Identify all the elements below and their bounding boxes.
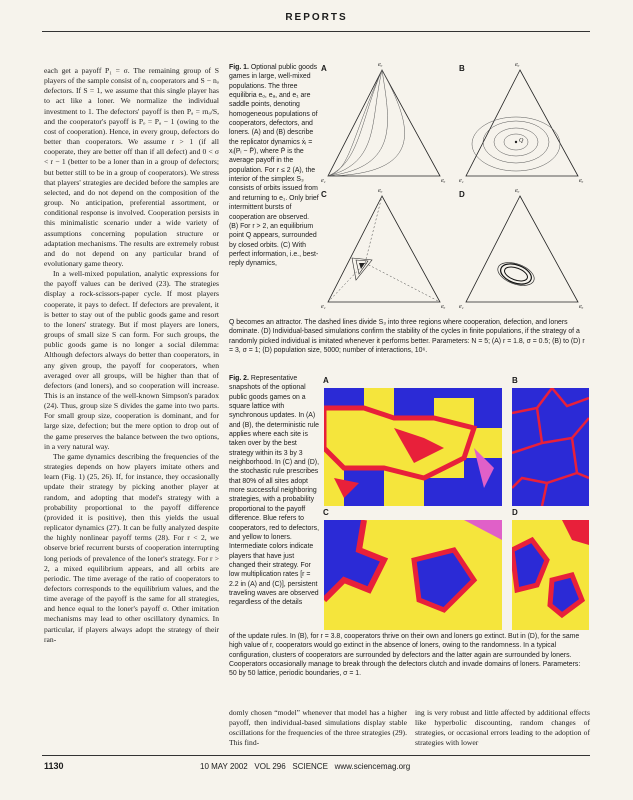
fig1-simplex-b — [458, 62, 598, 184]
point-q-label: Q — [519, 138, 524, 144]
fig2-caption-wide-text: of the update rules. In (B), for r = 3.8, cooperators thrive on their own and loners go extinct. But in (D), for the same high value of r, cooperators would go extinct in the absence of loners, owing to the randomness. In a typical configuration, clusters of cooperators are surrounded by defectors and the latter again are surrounded by loners. Cooperators occasionally manage to break through the defectors clutch and invade domains of loners. Parameters: 50 by 50 lattice, periodic boundaries, σ = 1. — [229, 633, 581, 678]
fig2-caption-text: Representative snapshots of the optional public goods games on a square lattice with synchronous updates. In (A) and (B), the deterministic rule applies where each site is taken over by the best strategy within its 3 by 3 neighborhood. In (C) and (D), the stochastic rule prescribes that 80% of all sites adopt more successful neighboring strategies, with a probability proportional to the payoff difference. Blue refers to cooperators, red to defectors, and yellow to loners. Intermediate colors indicate players that have just changed their strategy. For low multiplication rates [r = 2.2 in (A) and (C)], persistent traveling waves are observed regardless of the details — [229, 375, 320, 607]
fig2-lattice-a — [324, 388, 502, 506]
right-column-bottom — [415, 708, 590, 749]
vertex-label: eₐ — [441, 178, 446, 184]
header-rule — [42, 31, 590, 32]
fig2-panel-label: A — [323, 376, 329, 385]
fig1-simplex-d — [458, 188, 598, 310]
fig1-panel-label: C — [321, 190, 327, 199]
paragraph: ing is very robust and little affected by additional effects like hyperbolic discounting, random changes of strategies, or occasional errors leading to the adoption of strategies with lower — [415, 708, 590, 748]
vertex-label: e₁ — [321, 178, 326, 184]
vertex-label: eₒ — [378, 62, 383, 68]
vertex-label: eₒ — [515, 188, 520, 194]
vertex-label: e₁ — [321, 304, 326, 310]
journal-info: 10 MAY 2002 VOL 296 SCIENCE www.sciencemag.org — [200, 762, 411, 771]
fig2-caption-wide — [229, 632, 589, 679]
fig1-panel-label: B — [459, 64, 465, 73]
fig1-caption-wide — [229, 318, 589, 355]
fig2-lattice-d — [512, 520, 589, 630]
fig2-panel-label: D — [512, 508, 518, 517]
paragraph: domly chosen “model” whenever that model has a higher payoff, then individual-based simulations display stable oscillations for the frequencies of the three strategies (29). This find- — [229, 708, 407, 748]
vertex-label: eₐ — [441, 304, 446, 310]
footer-rule — [42, 755, 590, 756]
left-column — [44, 66, 219, 645]
fig1-caption — [229, 63, 319, 269]
fig2-caption-head: Fig. 2. — [229, 375, 249, 382]
paragraph: In a well-mixed population, analytic expressions for the payoff values can be derived (23). The strategies display a rock-scissors-paper cycle. If most players cooperate, it pays to defect. If defectors are prevalent, it is better to stay out of the public goods game and resort to the loners' strategy. But if most players are loners, groups of small size S can form. For such groups, the public goods game is no longer a social dilemma: Although defectors always do better than cooperators, in any given group, the payoff for cooperators, when averaged over all groups, will be higher than that of defectors (and loners), and so cooperation will increase. This is an instance of the well-known Simpson's paradox (24). Thus, group size S divides the game into two parts. For small group size, cooperation is dominant, and for large size, defection; but the mere option to drop out of the game preserves the balance between the two options, in a very natural way. — [44, 269, 219, 451]
fig2-caption — [229, 374, 319, 608]
vertex-label: e₁ — [459, 304, 464, 310]
section-header: REPORTS — [285, 12, 348, 23]
fig2-lattice-b — [512, 388, 589, 506]
vertex-label: e₁ — [459, 178, 464, 184]
middle-column-bottom — [229, 708, 407, 749]
vertex-label: eₒ — [515, 62, 520, 68]
vertex-label: eₐ — [579, 178, 584, 184]
fig1-caption-head: Fig. 1. — [229, 64, 249, 71]
vertex-label: eₒ — [378, 188, 383, 194]
fig2-panel-label: C — [323, 508, 329, 517]
fig1-caption-wide-text: Q becomes an attractor. The dashed lines divide S₃ into three regions where cooperation, defection, and loners dominate. (D) Individual-based simulations confirm the stability of the cycles in finite populations, if the strategy of a randomly picked individual is imitated whenever it performs better. Parameters: N = 5; (A) r = 1.8, σ = 0.5; (B) to (D) r = 3, σ = 1; (D) population size, 5000; number of interactions, 10⁶. — [229, 319, 585, 355]
paragraph: each get a payoff P₁ = σ. The remaining group of S players of the sample consist of nₒ cooperators and S − nₒ defectors. If S = 1, we assume that this single player has to act like a loner. We normalize the individual investment to 1. The defectors' payoff is then Pₐ = rnₒ/S, and the cooperator's payoff is Pₒ = Pₐ − 1 (owing to the cost of cooperation). Hence, in every group, defectors do better than cooperators. We assume r > 1 (if all cooperate, they are better off than if all defect) and 0 < σ < r − 1 (better to be a loner than in a group of defectors; but better still to be in a group of cooperators). We stress that players' strategies are decided before the samples are selected, and do not depend on the composition of the group. No anticipation, preferential assortment, or conditional response is involved. Cooperation persists in this minimalistic scenario under a wide variety of assumptions concerning population structure or adaptation mechanisms. The results are extremely robust and do not depend on any particular brand of evolutionary game theory. — [44, 66, 219, 268]
fig2-lattice-c — [324, 520, 502, 630]
fig1-panel-label: D — [459, 190, 465, 199]
fig1-caption-text: Optional public goods games in large, well-mixed populations. The three equilibria eₒ, eₐ, and e₁ are saddle points, denoting homogeneous populations of cooperators, defectors, and loners. (A) and (B) describe the replicator dynamics ẋᵢ = xᵢ(Pᵢ − P̄), where P̄ is the average payoff in the population. For r ≤ 2 (A), the interior of the simplex S₃ consists of orbits issued from and returning to e₁. Only brief intermittent bursts of cooperation are observed. (B) For r > 2, an equilibrium point Q appears, surrounded by closed orbits. (C) With perfect information, i.e., best-reply dynamics, — [229, 64, 319, 268]
paragraph: The game dynamics describing the frequencies of the strategies depends on how players imitate others and learn (Fig. 1) (25, 26). If, for instance, they occasionally update their strategy by picking another player at random, and adopting that model's strategy with a probability proportional to the payoff difference (provided it is positive), then this yields the usual replicator dynamics (27). It can be fully analyzed despite the highly nonlinear payoff terms (28). For r < 2, we observe brief recurrent bursts of cooperation interrupting long periods of prevalence of the loner's strategy. For r > 2, a mixed equilibrium appears, and all orbits are periodic. The time average of the ratio of cooperators to defectors corresponds to the equilibrium values, and the time average of the payoff is the same for all strategies, and hence equal to the loner's payoff σ. Other imitation mechanisms may lead to other oscillatory dynamics. In particular, if players always adopt the strategy of their ran- — [44, 451, 219, 644]
fig1-simplex-a — [320, 62, 460, 184]
fig2-panel-label: B — [512, 376, 518, 385]
page-number: 1130 — [44, 761, 64, 771]
fig1-simplex-c — [320, 188, 460, 310]
vertex-label: eₐ — [579, 304, 584, 310]
fig1-panel-label: A — [321, 64, 327, 73]
